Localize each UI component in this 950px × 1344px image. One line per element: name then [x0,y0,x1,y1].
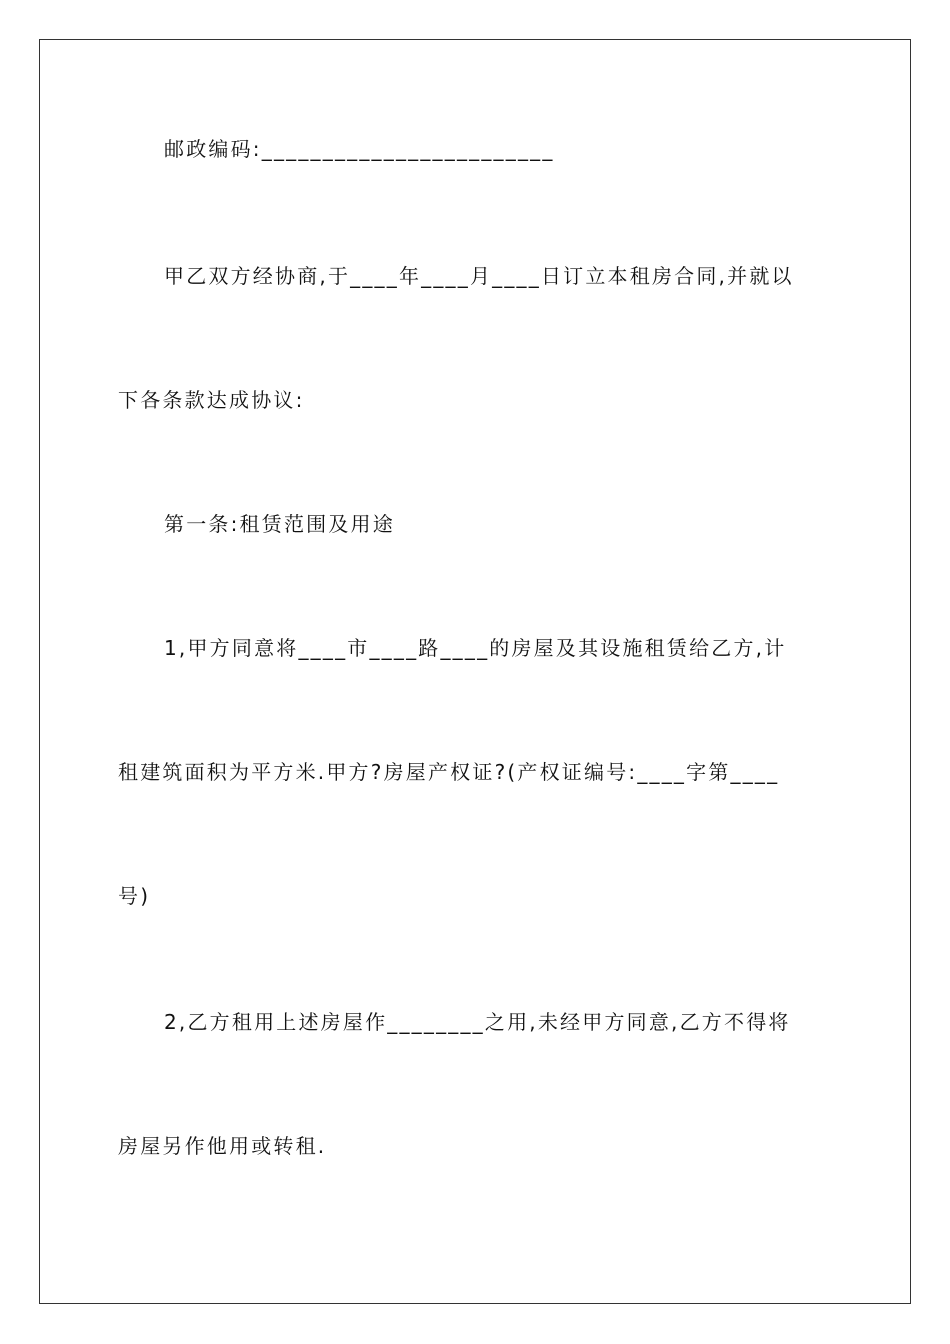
paragraph-line: 1,甲方同意将____市____路____的房屋及其设施租赁给乙方,计 [164,636,787,660]
paragraph-line: 房屋另作他用或转租. [118,1134,327,1158]
paragraph-line: 2,乙方租用上述房屋作________之用,未经甲方同意,乙方不得将 [164,1010,791,1034]
paragraph-line: 租建筑面积为平方米.甲方?房屋产权证?(产权证编号:____字第____ [118,760,780,784]
section-heading: 第一条:租赁范围及用途 [164,512,395,536]
postal-code-line: 邮政编码:________________________ [164,137,555,161]
paragraph-line: 甲乙双方经协商,于____年____月____日订立本租房合同,并就以 [164,264,794,288]
page-border [39,39,911,1304]
paragraph-line: 下各条款达成协议: [118,388,305,412]
paragraph-line: 号) [118,884,151,908]
